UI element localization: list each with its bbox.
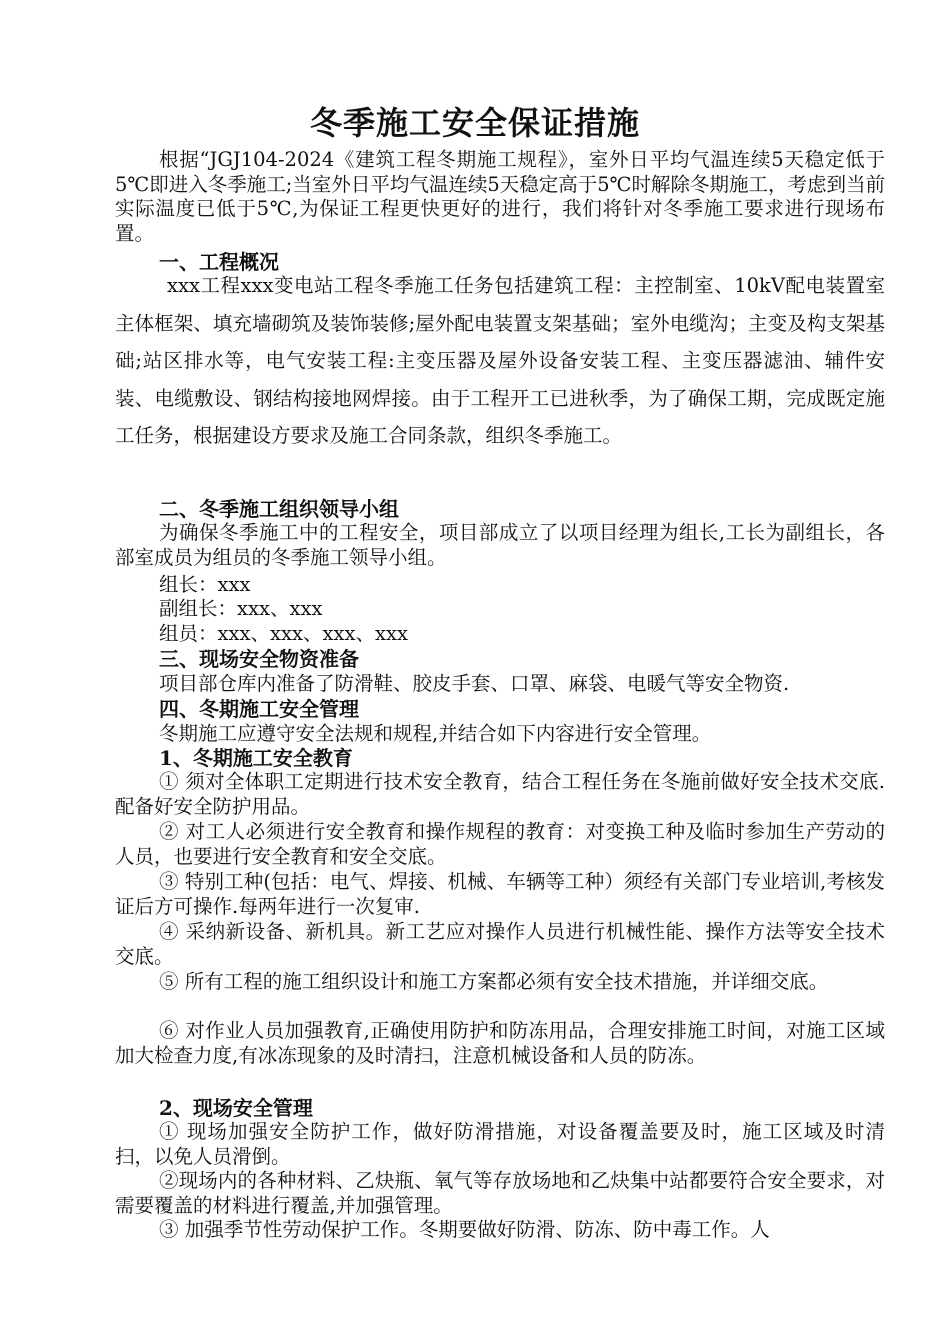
group-deputy: 副组长：xxx、xxx [159,597,323,620]
list-item: ⑥ 对作业人员加强教育,正确使用防护和防冻用品，合理安排施工时间，对施工区域加大检查力度,有冰冻现象的及时清扫，注意机械设备和人员的防冻。 [115,1019,885,1067]
section-4-text: 冬期施工应遵守安全法规和规程,并结合如下内容进行安全管理。 [159,722,712,745]
section-4-heading: 四、冬期施工安全管理 [159,697,359,721]
list-item: ③ 加强季节性劳动保护工作。冬期要做好防滑、防冻、防中毒工作。人 [159,1218,770,1241]
section-3-text: 项目部仓库内准备了防滑鞋、胶皮手套、口罩、麻袋、电暖气等安全物资. [159,672,790,695]
list-item: ① 须对全体职工定期进行技术安全教育，结合工程任务在冬施前做好安全技术交底.配备好安全防护用品。 [115,770,885,818]
group-members: 组员：xxx、xxx、xxx、xxx [159,622,408,645]
group-leader: 组长：xxx [159,573,251,596]
section-4-2-heading: 2、现场安全管理 [159,1096,313,1120]
intro-paragraph: 根据“JGJ104-2024《建筑工程冬期施工规程》，室外日平均气温连续5天稳定低于5℃即进入冬季施工;当室外日平均气温连续5天稳定高于5℃时解除冬期施工，考虑到当前实际温度已低于5℃,为保证工程更快更好的进行，我们将针对冬季施工要求进行现场布置。 [115,148,885,245]
section-4-1-heading: 1、冬期施工安全教育 [159,746,353,770]
section-2-text: 为确保冬季施工中的工程安全，项目部成立了以项目经理为组长,工长为副组长，各部室成员为组员的冬季施工领导小组。 [115,521,885,569]
list-item: ① 现场加强安全防护工作，做好防滑措施，对设备覆盖要及时，施工区域及时清扫，以免人员滑倒。 [115,1120,885,1168]
section-3-heading: 三、现场安全物资准备 [159,647,359,671]
document-title: 冬季施工安全保证措施 [309,104,640,142]
list-item: ④ 采纳新设备、新机具。新工艺应对操作人员进行机械性能、操作方法等安全技术交底。 [115,920,885,968]
list-item: ② 对工人必须进行安全教育和操作规程的教育：对变换工种及临时参加生产劳动的人员，也要进行安全教育和安全交底。 [115,820,885,868]
list-item: ②现场内的各种材料、乙炔瓶、氧气等存放场地和乙炔集中站都要符合安全要求，对需要覆盖的材料进行覆盖,并加强管理。 [115,1169,885,1217]
section-2-heading: 二、冬季施工组织领导小组 [159,497,399,521]
section-1-heading: 一、工程概况 [159,250,279,274]
section-1-text: xxx工程xxx变电站工程冬季施工任务包括建筑工程：主控制室、10kV配电装置室主体框架、填充墙砌筑及装饰装修;屋外配电装置支架基础；室外电缆沟；主变及构支架基础;站区排水等，电气安装工程:主变压器及屋外设备安装工程、主变压器滤油、辅件安装、电缆敷设、钢结构接地网焊接。由于工程开工已进秋季，为了确保工期，完成既定施工任务，根据建设方要求及施工合同条款，组织冬季施工。 [115,274,885,447]
list-item: ③ 特别工种(包括：电气、焊接、机械、车辆等工种）须经有关部门专业培训,考核发证后方可操作.每两年进行一次复审. [115,870,885,918]
list-item: ⑤ 所有工程的施工组织设计和施工方案都必须有安全技术措施，并详细交底。 [159,970,829,993]
